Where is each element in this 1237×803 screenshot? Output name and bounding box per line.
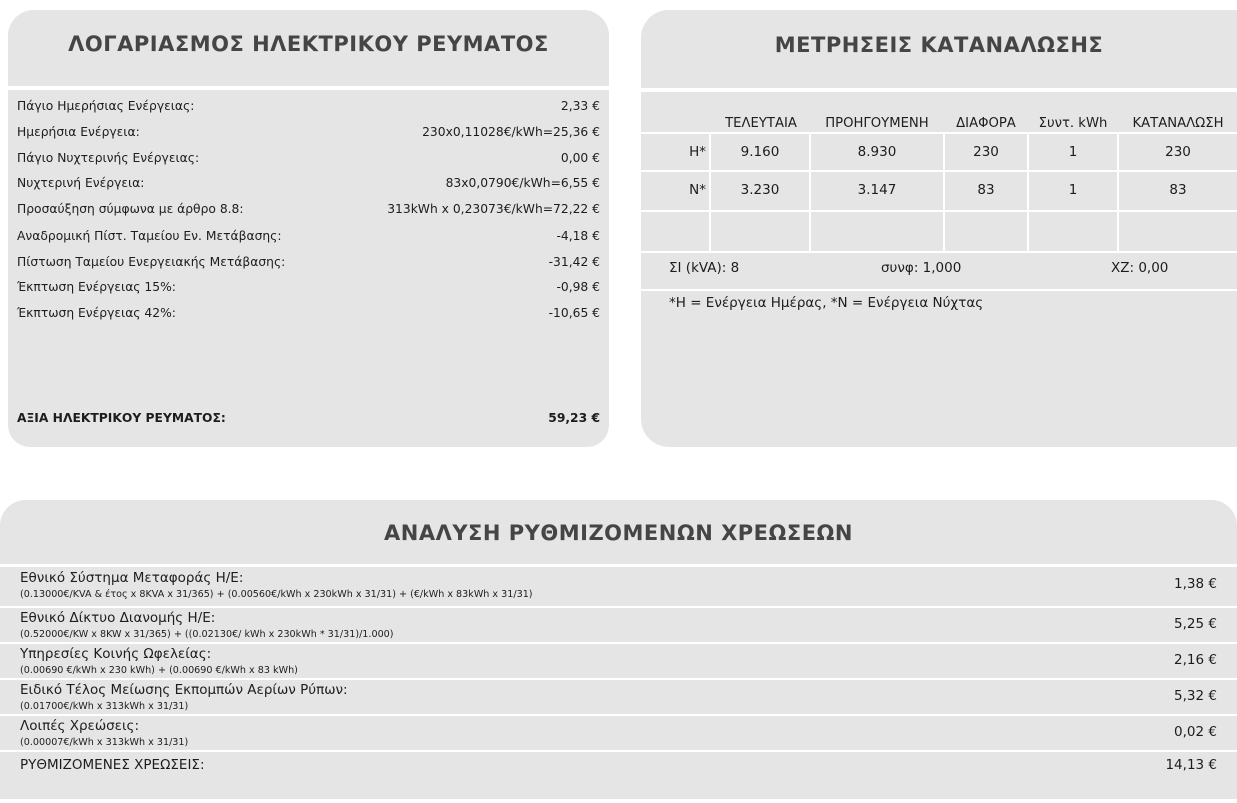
bill-row-label: Έκπτωση Ενέργειας 42%: bbox=[17, 306, 176, 320]
bill-row-value: -0,98 € bbox=[556, 280, 600, 294]
charge-formula: (0.00007€/kWh x 313kWh x 31/31) bbox=[20, 737, 189, 748]
bill-row bbox=[17, 252, 600, 272]
charge-formula: (0.00690 €/kWh x 230 kWh) + (0.00690 €/kWh x 83 kWh) bbox=[20, 665, 298, 676]
regulated-charges-panel bbox=[0, 500, 1237, 799]
charge-total-value: 14,13 € bbox=[1165, 757, 1217, 773]
bill-row-label: Πάγιο Νυχτερινής Ενέργειας: bbox=[17, 151, 200, 165]
bill-row-value: -10,65 € bbox=[548, 306, 600, 320]
table-cell: 230 bbox=[973, 144, 999, 160]
bill-row-label: Ημερήσια Ενέργεια: bbox=[17, 125, 140, 139]
bill-row bbox=[17, 226, 600, 246]
charge-item bbox=[0, 681, 1237, 715]
charge-value: 0,02 € bbox=[1174, 724, 1217, 740]
charge-total-label: ΡΥΘΜΙΖΟΜΕΝΕΣ ΧΡΕΩΣΕΙΣ: bbox=[20, 757, 205, 773]
charge-value: 5,32 € bbox=[1174, 688, 1217, 704]
bill-row bbox=[17, 303, 600, 323]
charge-label: Υπηρεσίες Κοινής Ωφελείας: bbox=[20, 646, 212, 662]
charge-label: Εθνικό Σύστημα Μεταφοράς Η/Ε: bbox=[20, 570, 244, 586]
bill-row-value: 0,00 € bbox=[560, 151, 600, 165]
electricity-bill-panel bbox=[8, 10, 609, 447]
bill-row-value: -4,18 € bbox=[556, 229, 600, 243]
charge-formula: (0.13000€/KVA & έτος x 8KVA x 31/365) + (0.00560€/kWh x 230kWh x 31/31) + (€/kWh x 83kWh x 31/31) bbox=[20, 589, 533, 600]
bill-total-label: ΑΞΙΑ ΗΛΕΚΤΡΙΚΟΥ ΡΕΥΜΑΤΟΣ: bbox=[17, 411, 226, 425]
charge-label: Εθνικό Δίκτυο Διανομής Η/Ε: bbox=[20, 610, 216, 626]
row-label-night: Ν* bbox=[689, 182, 706, 198]
bill-row-label: Πάγιο Ημερήσιας Ενέργειας: bbox=[17, 99, 195, 113]
bill-row bbox=[17, 173, 600, 193]
table-rule bbox=[641, 210, 1237, 212]
column-header-last: ΤΕΛΕΥΤΑΙΑ bbox=[725, 116, 797, 131]
table-rule bbox=[641, 251, 1237, 253]
bill-row-value: 83x0,0790€/kWh=6,55 € bbox=[445, 176, 600, 190]
charge-formula: (0.52000€/KW x 8KW x 31/365) + ((0.02130€/ kWh x 230kWh * 31/31)/1.000) bbox=[20, 629, 394, 640]
consumption-readings-panel bbox=[641, 10, 1237, 447]
bill-total-row bbox=[17, 408, 600, 428]
power-factor: συνφ: 1,000 bbox=[881, 260, 962, 276]
charge-item bbox=[0, 609, 1237, 643]
bill-total-value: 59,23 € bbox=[548, 411, 600, 425]
charge-label: Λοιπές Χρεώσεις: bbox=[20, 718, 140, 734]
charge-item bbox=[0, 569, 1237, 603]
bill-row bbox=[17, 277, 600, 297]
table-cell: 83 bbox=[1169, 182, 1187, 198]
divider bbox=[0, 642, 1237, 644]
bill-row bbox=[17, 96, 600, 116]
si-kva: ΣΙ (kVA): 8 bbox=[669, 260, 740, 276]
bill-row-label: Πίστωση Ταμείου Ενεργειακής Μετάβασης: bbox=[17, 255, 286, 269]
bill-row bbox=[17, 122, 600, 142]
bill-row-label: Προσαύξηση σύμφωνα με άρθρο 8.8: bbox=[17, 202, 244, 216]
bill-row bbox=[17, 148, 600, 168]
table-cell: 3.147 bbox=[857, 182, 897, 198]
bill-row-value: 2,33 € bbox=[560, 99, 600, 113]
table-cell: 230 bbox=[1165, 144, 1191, 160]
bill-row-label: Αναδρομική Πίστ. Ταμείου Εν. Μετάβασης: bbox=[17, 229, 282, 243]
charge-item bbox=[0, 645, 1237, 679]
bill-row-label: Έκπτωση Ενέργειας 15%: bbox=[17, 280, 176, 294]
table-cell: 8.930 bbox=[857, 144, 897, 160]
table-cell: 9.160 bbox=[740, 144, 780, 160]
table-cell: 1 bbox=[1068, 144, 1078, 160]
table-rule bbox=[641, 289, 1237, 291]
bill-title: ΛΟΓΑΡΙΑΣΜΟΣ ΗΛΕΚΤΡΙΚΟΥ ΡΕΥΜΑΤΟΣ bbox=[8, 10, 609, 78]
table-cell: 1 bbox=[1068, 182, 1078, 198]
column-header-previous: ΠΡΟΗΓΟΥΜΕΝΗ bbox=[825, 116, 929, 131]
column-header-coefficient: Συντ. kWh bbox=[1038, 116, 1108, 131]
bill-row bbox=[17, 199, 600, 219]
bill-row-value: -31,42 € bbox=[548, 255, 600, 269]
xz-value: ΧΖ: 0,00 bbox=[1111, 260, 1169, 276]
bill-row-value: 230x0,11028€/kWh=25,36 € bbox=[422, 125, 600, 139]
charge-label: Ειδικό Τέλος Μείωσης Εκπομπών Αερίων Ρύπων: bbox=[20, 682, 348, 698]
meter-title: ΜΕΤΡΗΣΕΙΣ ΚΑΤΑΝΑΛΩΣΗΣ bbox=[641, 10, 1237, 80]
divider bbox=[0, 750, 1237, 752]
divider bbox=[0, 606, 1237, 608]
bill-row-value: 313kWh x 0,23073€/kWh=72,22 € bbox=[387, 202, 600, 216]
charge-value: 5,25 € bbox=[1174, 616, 1217, 632]
bill-row-label: Νυχτερινή Ενέργεια: bbox=[17, 176, 145, 190]
charge-value: 1,38 € bbox=[1174, 576, 1217, 592]
charge-value: 2,16 € bbox=[1174, 652, 1217, 668]
column-header-difference: ΔΙΑΦΟΡΑ bbox=[956, 116, 1016, 131]
table-cell: 3.230 bbox=[740, 182, 780, 198]
legend-note: *Η = Ενέργεια Ημέρας, *Ν = Ενέργεια Νύχτας bbox=[669, 295, 984, 311]
charge-formula: (0.01700€/kWh x 313kWh x 31/31) bbox=[20, 701, 189, 712]
row-label-day: Η* bbox=[689, 144, 706, 160]
divider bbox=[641, 88, 1237, 92]
divider bbox=[8, 86, 609, 90]
divider bbox=[0, 678, 1237, 680]
column-header-consumption: ΚΑΤΑΝΑΛΩΣΗ bbox=[1132, 116, 1224, 131]
divider bbox=[0, 714, 1237, 716]
charge-total-row bbox=[0, 756, 1237, 790]
charge-item bbox=[0, 717, 1237, 751]
divider bbox=[0, 564, 1237, 567]
table-cell: 83 bbox=[977, 182, 995, 198]
regulated-title: ΑΝΑΛΥΣΗ ΡΥΘΜΙΖΟΜΕΝΩΝ ΧΡΕΩΣΕΩΝ bbox=[0, 500, 1237, 566]
